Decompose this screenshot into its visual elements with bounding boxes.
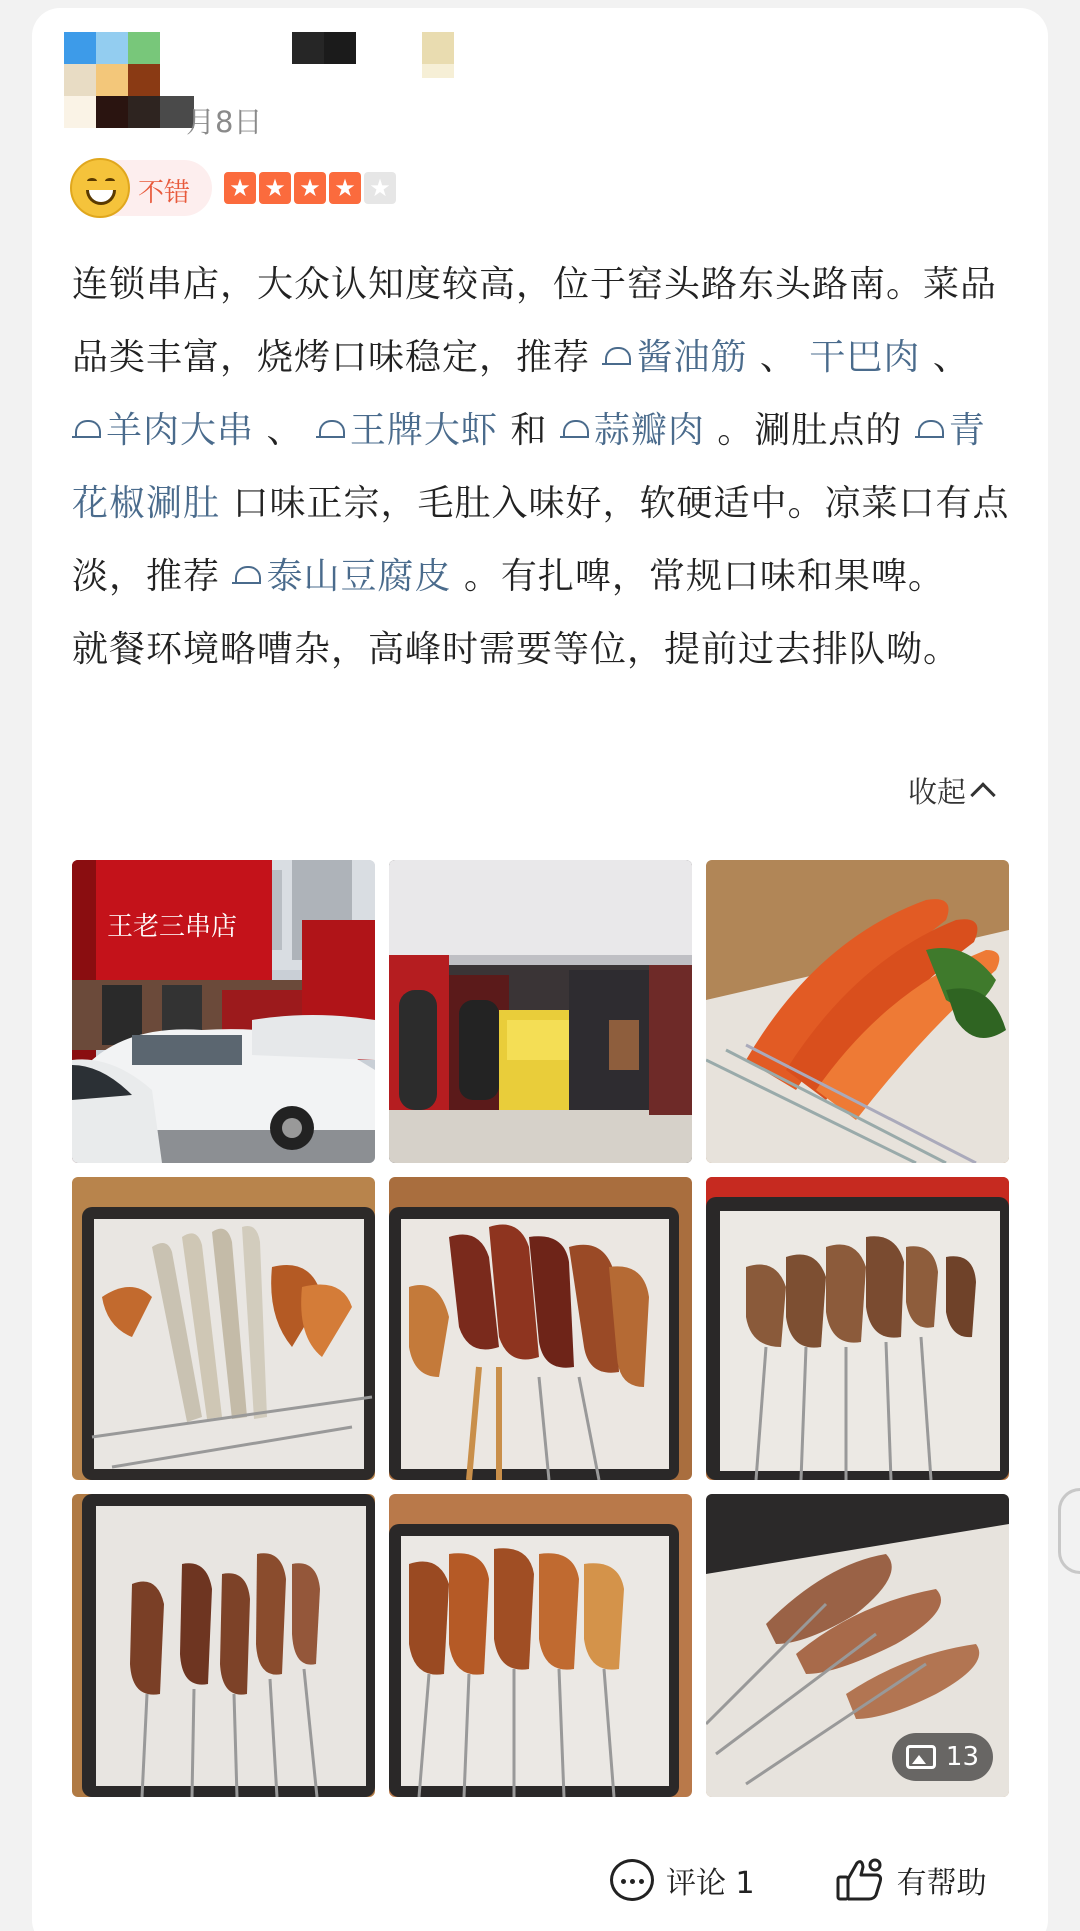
star-icon: ★ [259, 172, 291, 204]
dish-bell-icon [915, 416, 945, 444]
dish-bell-icon [72, 416, 102, 444]
helpful-label: 有帮助 [896, 1866, 987, 1901]
dish-label: 青花椒涮肚 [72, 410, 986, 524]
meat-skewer-image [706, 1177, 1009, 1480]
text-segment: 、 [254, 410, 316, 451]
collapse-button[interactable] [908, 770, 992, 811]
text-segment: 、 [920, 337, 970, 378]
avatar-pixel [128, 32, 160, 64]
photo-count-badge[interactable] [892, 1733, 993, 1781]
avatar-pixel [128, 64, 160, 96]
review-date: 月8日 [186, 105, 263, 139]
photo-fish-skewers[interactable] [72, 1177, 375, 1480]
star-empty-icon: ★ [364, 172, 396, 204]
store-sign-text: 王老三串店 [106, 911, 238, 941]
meat-skewer-image [389, 1177, 692, 1480]
photo-storefront[interactable] [72, 860, 375, 1163]
image-icon [906, 1745, 936, 1769]
photo-interior[interactable] [389, 860, 692, 1163]
shrimp-image [706, 860, 1009, 1163]
photo-meat-skewers-5[interactable] [706, 1494, 1009, 1797]
review-paragraph-1 [72, 248, 1012, 613]
text-segment: 连锁串店，大众认知度较高，位于窑头路东头路南。菜品品类丰富，烧烤口味稳定，推荐 [72, 264, 998, 378]
avatar-pixel [96, 96, 128, 128]
dish-link-taishandoufupi[interactable] [232, 556, 451, 597]
photo-meat-skewers-2[interactable] [706, 1177, 1009, 1480]
star-rating [224, 172, 396, 204]
dish-bell-icon [560, 416, 590, 444]
text-segment: 和 [497, 410, 560, 451]
chevron-up-icon [970, 782, 995, 807]
dish-label: 干巴肉 [809, 337, 921, 378]
avatar-pixel [96, 64, 128, 96]
text-segment: 。有扎啤，常规口味和果啤。 [451, 556, 945, 597]
text-segment: 口味正宗，毛肚入味好，软硬适中。凉菜口有点淡，推荐 [72, 483, 1010, 597]
photo-count: 13 [945, 1742, 979, 1772]
star-icon: ★ [294, 172, 326, 204]
dish-label: 王牌大虾 [349, 410, 498, 451]
side-scroll-handle[interactable] [1058, 1488, 1080, 1574]
rating-label: 不错 [138, 178, 191, 208]
dish-label: 酱油筋 [636, 337, 748, 378]
photo-grid [72, 860, 1009, 1797]
dish-bell-icon [316, 416, 346, 444]
username-censored[interactable] [292, 32, 356, 64]
avatar[interactable] [64, 32, 160, 128]
dish-link-jiangyoujin[interactable] [602, 337, 747, 378]
avatar-pixel [64, 96, 96, 128]
thumbs-up-icon [835, 1857, 885, 1903]
comment-button[interactable] [610, 1858, 755, 1902]
photo-meat-skewers-1[interactable] [389, 1177, 692, 1480]
collapse-label: 收起 [908, 775, 967, 809]
avatar-pixel [64, 32, 96, 64]
review-paragraph-2: 就餐环境略嘈杂，高峰时需要等位，提前过去排队呦。 [72, 629, 961, 670]
avatar-pixel [96, 32, 128, 64]
rating-badge [72, 160, 212, 216]
username-censored-2 [422, 32, 454, 80]
star-icon: ★ [329, 172, 361, 204]
dish-label: 蒜瓣肉 [593, 410, 705, 451]
photo-meat-skewers-3[interactable] [72, 1494, 375, 1797]
avatar-pixel [64, 64, 96, 96]
action-bar [610, 1850, 1040, 1910]
dish-label: 泰山豆腐皮 [266, 556, 452, 597]
fish-skewer-image [72, 1177, 375, 1480]
interior-image [389, 860, 692, 1163]
photo-shrimp-skewers[interactable] [706, 860, 1009, 1163]
helpful-button[interactable] [835, 1857, 987, 1903]
text-segment: 、 [747, 337, 810, 378]
dish-bell-icon [232, 562, 262, 590]
rating-row [72, 160, 396, 216]
dish-link-wangpaidaxia[interactable] [316, 410, 498, 451]
smiley-icon [70, 158, 130, 218]
review-text [72, 248, 1012, 686]
text-segment: 。涮肚点的 [704, 410, 915, 451]
storefront-image [72, 860, 375, 1163]
star-icon: ★ [224, 172, 256, 204]
dish-link-ganbarou[interactable] [809, 337, 920, 378]
avatar-pixel [128, 96, 160, 128]
meat-skewer-image [389, 1494, 692, 1797]
dish-label: 羊肉大串 [106, 410, 255, 451]
photo-meat-skewers-4[interactable] [389, 1494, 692, 1797]
comment-icon [610, 1859, 654, 1901]
dish-bell-icon [602, 343, 632, 371]
dish-link-yangroudachuan[interactable] [72, 410, 254, 451]
comment-label: 评论 1 [666, 1866, 755, 1901]
meat-skewer-image [72, 1494, 375, 1797]
dish-link-suanbanrou[interactable] [560, 410, 705, 451]
